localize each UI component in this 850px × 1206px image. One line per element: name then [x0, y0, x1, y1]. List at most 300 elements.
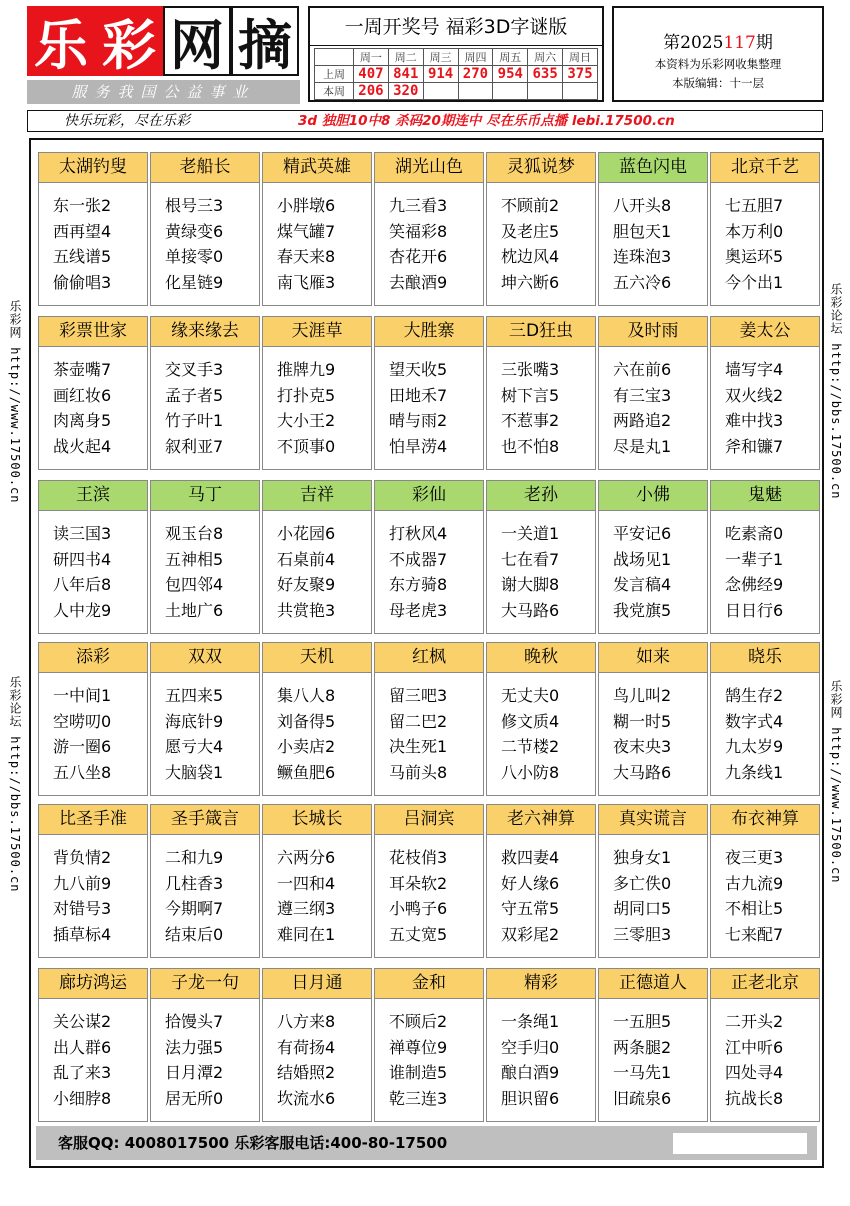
card-author-name: 彩仙	[375, 481, 483, 511]
riddle-card	[710, 316, 820, 470]
riddle-line: 小鸭子6	[389, 899, 448, 918]
riddle-line: 化星链9	[165, 272, 224, 292]
card-author-name: 鬼魅	[711, 481, 819, 511]
riddle-line: 禅尊位9	[389, 1037, 448, 1057]
riddle-line: 一马先1	[613, 1063, 672, 1082]
riddle-line: 不惹事2	[501, 411, 560, 430]
this-week-row	[315, 83, 598, 100]
riddle-line: 抗战长8	[725, 1088, 784, 1108]
card-author-name: 比圣手准	[39, 805, 147, 835]
riddle-line: 遵三纲3	[277, 899, 336, 918]
riddle-card	[150, 968, 260, 1122]
riddle-card	[598, 968, 708, 1122]
riddle-line: 决生死1	[389, 737, 448, 756]
card-riddle-lines	[487, 183, 595, 295]
draw-number: 407	[354, 66, 389, 83]
logo-slogan: 服务我国公益事业	[27, 80, 300, 104]
card-riddle-lines	[711, 511, 819, 623]
riddle-line: 今个出1	[725, 272, 784, 292]
card-riddle-lines	[711, 183, 819, 295]
card-riddle-lines	[711, 673, 819, 785]
riddle-card	[486, 316, 596, 470]
weekday-header: 周四	[458, 49, 493, 66]
draw-number	[563, 83, 598, 100]
riddle-line: 多亡佚0	[613, 873, 672, 893]
card-author-name: 老六神算	[487, 805, 595, 835]
riddle-line: 黄绿变6	[165, 221, 224, 241]
draw-number	[528, 83, 563, 100]
riddle-line: 三零胆3	[613, 924, 672, 944]
riddle-line: 七来配7	[725, 924, 784, 944]
riddle-line: 愿亏大4	[165, 737, 224, 756]
issue-number-line	[614, 28, 822, 53]
card-riddle-lines	[39, 347, 147, 459]
card-author-name: 湖光山色	[375, 153, 483, 183]
card-riddle-lines	[151, 183, 259, 295]
logo-char-2: 彩	[95, 6, 163, 76]
riddle-line: 九八前9	[53, 873, 112, 893]
card-riddle-lines	[375, 673, 483, 785]
riddle-line: 修文质4	[501, 711, 560, 731]
riddle-line: 结婚照2	[277, 1063, 336, 1082]
card-riddle-lines	[375, 999, 483, 1111]
riddle-line: 八年后8	[53, 575, 112, 594]
card-author-name: 添彩	[39, 643, 147, 673]
riddle-line: 一关道1	[501, 524, 560, 543]
riddle-line: 小卖店2	[277, 737, 336, 756]
riddle-line: 枕边风4	[501, 247, 560, 266]
riddle-line: 日日行6	[725, 600, 784, 620]
riddle-card	[374, 316, 484, 470]
draw-number: 270	[458, 66, 493, 83]
riddle-line: 大小王2	[277, 411, 336, 430]
riddle-line: 包四邻4	[165, 575, 224, 594]
card-author-name: 姜太公	[711, 317, 819, 347]
card-riddle-lines	[711, 347, 819, 459]
riddle-line: 数字式4	[725, 711, 784, 731]
logo	[27, 6, 300, 104]
riddle-line: 对错号3	[53, 899, 112, 918]
riddle-line: 斧和镰7	[725, 436, 784, 456]
riddle-card	[598, 316, 708, 470]
riddle-line: 奥运环5	[725, 247, 784, 266]
riddle-line: 晴与雨2	[389, 411, 448, 430]
riddle-line: 法力强5	[165, 1037, 224, 1057]
card-author-name: 日月通	[263, 969, 371, 999]
riddle-line: 竹子叶1	[165, 411, 224, 430]
riddle-line: 树下言5	[501, 385, 560, 405]
card-riddle-lines	[39, 183, 147, 295]
issue-prefix: 第2025	[663, 33, 724, 53]
card-riddle-lines	[487, 347, 595, 459]
riddle-line: 杏花开6	[389, 247, 448, 266]
card-author-name: 金和	[375, 969, 483, 999]
riddle-line: 小花园6	[277, 524, 336, 543]
card-author-name: 正德道人	[599, 969, 707, 999]
riddle-line: 战火起4	[53, 436, 112, 456]
side-text-right-top: 乐彩论坛 http://bbs.17500.cn	[829, 283, 843, 500]
tagline-slogan: 快乐玩彩，尽在乐彩	[64, 113, 190, 129]
riddle-line: 刘备得5	[277, 711, 336, 731]
riddle-line: 石桌前4	[277, 549, 336, 569]
riddle-line: 夜末央3	[613, 737, 672, 756]
riddle-card	[38, 642, 148, 796]
riddle-line: 六两分6	[277, 848, 336, 867]
riddle-card	[38, 316, 148, 470]
side-text-left-top: 乐彩网 http://www.17500.cn	[8, 300, 22, 504]
riddle-line: 日月潭2	[165, 1063, 224, 1082]
riddle-line: 守五常5	[501, 899, 560, 918]
blank-header-cell	[315, 49, 354, 66]
riddle-card	[710, 152, 820, 306]
riddle-line: 母老虎3	[389, 600, 448, 620]
draw-number: 635	[528, 66, 563, 83]
card-author-name: 晚秋	[487, 643, 595, 673]
riddle-line: 糊一时5	[613, 711, 672, 731]
card-riddle-lines	[375, 511, 483, 623]
riddle-line: 留二巴2	[389, 711, 448, 731]
riddle-line: 茶壶嘴7	[53, 360, 112, 379]
riddle-line: 一辈子1	[725, 549, 784, 569]
draw-results-table	[314, 48, 598, 100]
draw-panel-title: 一周开奖号 福彩3D字谜版	[310, 8, 602, 46]
riddle-line: 空唠叨0	[53, 711, 112, 731]
card-author-name: 精武英雄	[263, 153, 371, 183]
riddle-card	[262, 480, 372, 634]
riddle-card	[38, 152, 148, 306]
riddle-line: 五八坐8	[53, 762, 112, 782]
riddle-line: 二节楼2	[501, 737, 560, 756]
riddle-line: 八方来8	[277, 1012, 336, 1031]
card-riddle-lines	[599, 347, 707, 459]
riddle-line: 留三吧3	[389, 686, 448, 705]
riddle-line: 古九流9	[725, 873, 784, 893]
this-week-label: 本周	[315, 83, 354, 100]
riddle-line: 二开头2	[725, 1012, 784, 1031]
riddle-line: 海底针9	[165, 711, 224, 731]
riddle-card	[374, 642, 484, 796]
riddle-line: 单接零0	[165, 247, 224, 266]
riddle-line: 胡同口5	[613, 899, 672, 918]
riddle-line: 肉离身5	[53, 411, 112, 430]
weekday-header: 周五	[493, 49, 528, 66]
weekly-draw-panel	[308, 6, 604, 102]
riddle-line: 田地禾7	[389, 385, 448, 405]
card-riddle-lines	[375, 835, 483, 947]
riddle-card	[262, 968, 372, 1122]
riddle-line: 连珠泡3	[613, 247, 672, 266]
riddle-line: 大马路6	[613, 762, 672, 782]
riddle-line: 一五胆5	[613, 1012, 672, 1031]
riddle-line: 游一圈6	[53, 737, 112, 756]
riddle-line: 胆包天1	[613, 221, 672, 241]
riddle-line: 及老庄5	[501, 221, 560, 241]
weekday-header: 周二	[388, 49, 423, 66]
riddle-line: 好友聚9	[277, 575, 336, 594]
riddle-line: 一四和4	[277, 873, 336, 893]
riddle-line: 八小防8	[501, 762, 560, 782]
card-author-name: 圣手箴言	[151, 805, 259, 835]
riddle-line: 几柱香3	[165, 873, 224, 893]
riddle-line: 九太岁9	[725, 737, 784, 756]
card-riddle-lines	[263, 347, 371, 459]
card-riddle-lines	[39, 999, 147, 1111]
riddle-line: 七在看7	[501, 549, 560, 569]
riddle-line: 春天来8	[277, 247, 336, 266]
weekday-header: 周一	[354, 49, 389, 66]
riddle-card	[486, 968, 596, 1122]
card-author-name: 老孙	[487, 481, 595, 511]
riddle-card	[262, 642, 372, 796]
draw-number: 841	[388, 66, 423, 83]
riddle-card	[150, 152, 260, 306]
riddle-line: 五线谱5	[53, 247, 112, 266]
weekday-header: 周三	[423, 49, 458, 66]
riddle-grid-frame	[29, 138, 824, 1168]
riddle-line: 江中听6	[725, 1037, 784, 1057]
card-riddle-lines	[39, 673, 147, 785]
card-author-name: 王滨	[39, 481, 147, 511]
riddle-card	[150, 642, 260, 796]
card-riddle-lines	[599, 511, 707, 623]
riddle-line: 我党旗5	[613, 600, 672, 620]
riddle-line: 四处寻4	[725, 1063, 784, 1082]
draw-number: 320	[388, 83, 423, 100]
card-author-name: 小佛	[599, 481, 707, 511]
riddle-line: 两路追2	[613, 411, 672, 430]
last-week-row	[315, 66, 598, 83]
riddle-line: 煤气罐7	[277, 221, 336, 241]
riddle-line: 无丈夫0	[501, 686, 560, 705]
issue-number: 117	[723, 33, 756, 53]
riddle-line: 居无所0	[165, 1088, 224, 1108]
riddle-line: 小胖墩6	[277, 196, 336, 215]
card-riddle-lines	[151, 673, 259, 785]
draw-number: 954	[493, 66, 528, 83]
logo-char-4: 摘	[231, 6, 299, 76]
card-author-name: 缘来缘去	[151, 317, 259, 347]
riddle-card	[262, 316, 372, 470]
side-text-left-bottom: 乐彩论坛 http://bbs.17500.cn	[8, 676, 22, 893]
riddle-line: 怕旱涝4	[389, 436, 448, 456]
riddle-line: 背负情2	[53, 848, 112, 867]
riddle-line: 三张嘴3	[501, 360, 560, 379]
card-riddle-lines	[263, 999, 371, 1111]
issue-source-note: 本资料为乐彩网收集整理	[654, 57, 782, 71]
card-author-name: 马丁	[151, 481, 259, 511]
card-riddle-lines	[263, 673, 371, 785]
riddle-line: 六在前6	[613, 360, 672, 379]
draw-number	[493, 83, 528, 100]
riddle-line: 不顶事0	[277, 436, 336, 456]
card-author-name: 真实谎言	[599, 805, 707, 835]
riddle-line: 旧疏泉6	[613, 1088, 672, 1108]
issue-suffix: 期	[755, 33, 773, 53]
card-author-name: 正老北京	[711, 969, 819, 999]
draw-number: 206	[354, 83, 389, 100]
riddle-line: 尽是丸1	[613, 436, 672, 456]
card-author-name: 双双	[151, 643, 259, 673]
card-author-name: 老船长	[151, 153, 259, 183]
riddle-line: 东一张2	[53, 196, 112, 215]
riddle-line: 坤六断6	[501, 272, 560, 292]
riddle-card	[598, 642, 708, 796]
riddle-line: 共赏艳3	[277, 600, 336, 620]
riddle-card	[38, 804, 148, 958]
riddle-line: 鹄生存2	[725, 686, 784, 705]
draw-number	[458, 83, 493, 100]
riddle-line: 东方骑8	[389, 575, 448, 594]
logo-char-3: 网	[163, 6, 231, 76]
riddle-line: 出人群6	[53, 1037, 112, 1057]
riddle-line: 打秋风4	[389, 524, 448, 543]
draw-number	[423, 83, 458, 100]
card-author-name: 彩票世家	[39, 317, 147, 347]
weekday-header: 周六	[528, 49, 563, 66]
weekday-header-row	[315, 49, 598, 66]
riddle-line: 一中间1	[53, 686, 112, 705]
riddle-line: 叙利亚7	[165, 436, 224, 456]
card-riddle-lines	[375, 347, 483, 459]
card-author-name: 晓乐	[711, 643, 819, 673]
card-author-name: 及时雨	[599, 317, 707, 347]
card-riddle-lines	[487, 511, 595, 623]
riddle-card	[374, 152, 484, 306]
card-author-name: 天机	[263, 643, 371, 673]
card-author-name: 蓝色闪电	[599, 153, 707, 183]
riddle-card	[486, 642, 596, 796]
riddle-line: 鳜鱼肥6	[277, 762, 336, 782]
riddle-line: 不相让5	[725, 899, 784, 918]
riddle-card	[486, 480, 596, 634]
card-riddle-lines	[487, 999, 595, 1111]
riddle-line: 结束后0	[165, 924, 224, 944]
riddle-line: 笑福彩8	[389, 221, 448, 241]
tagline-promo: 3d 独胆10中8 杀码20期连中 尽在乐币点播 lebi.17500.cn	[298, 113, 675, 129]
card-riddle-lines	[487, 673, 595, 785]
card-riddle-lines	[599, 673, 707, 785]
riddle-line: 鸟儿叫2	[613, 686, 672, 705]
riddle-card	[710, 968, 820, 1122]
riddle-line: 乱了来3	[53, 1063, 112, 1082]
riddle-line: 偷偷唱3	[53, 272, 112, 292]
logo-title	[27, 6, 300, 78]
riddle-line: 有三宝3	[613, 385, 672, 405]
issue-panel	[612, 6, 824, 102]
riddle-line: 坎流水6	[277, 1088, 336, 1108]
riddle-card	[262, 152, 372, 306]
riddle-line: 小细脖8	[53, 1088, 112, 1108]
riddle-line: 孟子者5	[165, 385, 224, 405]
riddle-card	[374, 804, 484, 958]
card-riddle-lines	[599, 183, 707, 295]
card-riddle-lines	[151, 835, 259, 947]
riddle-line: 难中找3	[725, 411, 784, 430]
riddle-line: 平安记6	[613, 524, 672, 543]
card-author-name: 大胜寨	[375, 317, 483, 347]
riddle-line: 交叉手3	[165, 360, 224, 379]
riddle-card	[486, 152, 596, 306]
card-author-name: 廊坊鸿运	[39, 969, 147, 999]
card-author-name: 灵狐说梦	[487, 153, 595, 183]
riddle-line: 五神相5	[165, 549, 224, 569]
riddle-line: 关公谋2	[53, 1012, 112, 1031]
card-riddle-lines	[263, 835, 371, 947]
riddle-line: 不成器7	[389, 549, 448, 569]
riddle-card	[486, 804, 596, 958]
issue-editor: 本版编辑：十一层	[672, 76, 764, 90]
card-riddle-lines	[599, 999, 707, 1111]
riddle-line: 独身女1	[613, 848, 672, 867]
riddle-line: 西再望4	[53, 221, 112, 241]
riddle-line: 胆识留6	[501, 1088, 560, 1108]
riddle-line: 好人缘6	[501, 873, 560, 893]
card-riddle-lines	[711, 999, 819, 1111]
riddle-line: 大马路6	[501, 600, 560, 620]
riddle-card	[150, 804, 260, 958]
riddle-line: 插草标4	[53, 924, 112, 944]
riddle-line: 乾三连3	[389, 1088, 448, 1108]
riddle-line: 今期啊7	[165, 899, 224, 918]
riddle-card	[710, 480, 820, 634]
card-riddle-lines	[39, 511, 147, 623]
riddle-line: 花枝俏3	[389, 848, 448, 867]
riddle-line: 五四来5	[165, 686, 224, 705]
card-author-name: 精彩	[487, 969, 595, 999]
riddle-card	[598, 480, 708, 634]
riddle-card	[150, 480, 260, 634]
riddle-line: 难同在1	[277, 924, 336, 944]
riddle-line: 双彩尾2	[501, 924, 560, 944]
riddle-line: 谢大脚8	[501, 575, 560, 594]
riddle-line: 吃素斋0	[725, 524, 784, 543]
footer-blank-box	[673, 1133, 807, 1154]
tagline-bar	[27, 110, 823, 132]
riddle-line: 马前头8	[389, 762, 448, 782]
riddle-line: 望天收5	[389, 360, 448, 379]
riddle-line: 七五胆7	[725, 196, 784, 215]
riddle-line: 谁制造5	[389, 1063, 448, 1082]
riddle-line: 不顾后2	[389, 1012, 448, 1031]
card-author-name: 吉祥	[263, 481, 371, 511]
card-riddle-lines	[263, 183, 371, 295]
riddle-line: 双火线2	[725, 385, 784, 405]
riddle-line: 集八人8	[277, 686, 336, 705]
riddle-line: 大脑袋1	[165, 762, 224, 782]
side-text-right-bottom: 乐彩网 http://www.17500.cn	[829, 680, 843, 884]
riddle-line: 酿白酒9	[501, 1063, 560, 1082]
card-author-name: 太湖钓叟	[39, 153, 147, 183]
riddle-line: 有荷扬4	[277, 1037, 336, 1057]
riddle-line: 根号三3	[165, 196, 224, 215]
riddle-line: 本万利0	[725, 221, 784, 241]
riddle-line: 八开头8	[613, 196, 672, 215]
card-author-name: 北京千艺	[711, 153, 819, 183]
riddle-line: 一条绳1	[501, 1012, 560, 1031]
riddle-line: 九三看3	[389, 196, 448, 215]
riddle-line: 五丈宽5	[389, 924, 448, 944]
card-author-name: 吕洞宾	[375, 805, 483, 835]
riddle-card	[598, 804, 708, 958]
riddle-line: 也不怕8	[501, 436, 560, 456]
riddle-line: 耳朵软2	[389, 873, 448, 893]
riddle-card	[38, 480, 148, 634]
riddle-card	[150, 316, 260, 470]
riddle-line: 研四书4	[53, 549, 112, 569]
card-riddle-lines	[151, 511, 259, 623]
footer-contact: 客服QQ: 4008017500 乐彩客服电话:400-80-17500	[58, 1134, 448, 1152]
riddle-line: 发言稿4	[613, 575, 672, 594]
